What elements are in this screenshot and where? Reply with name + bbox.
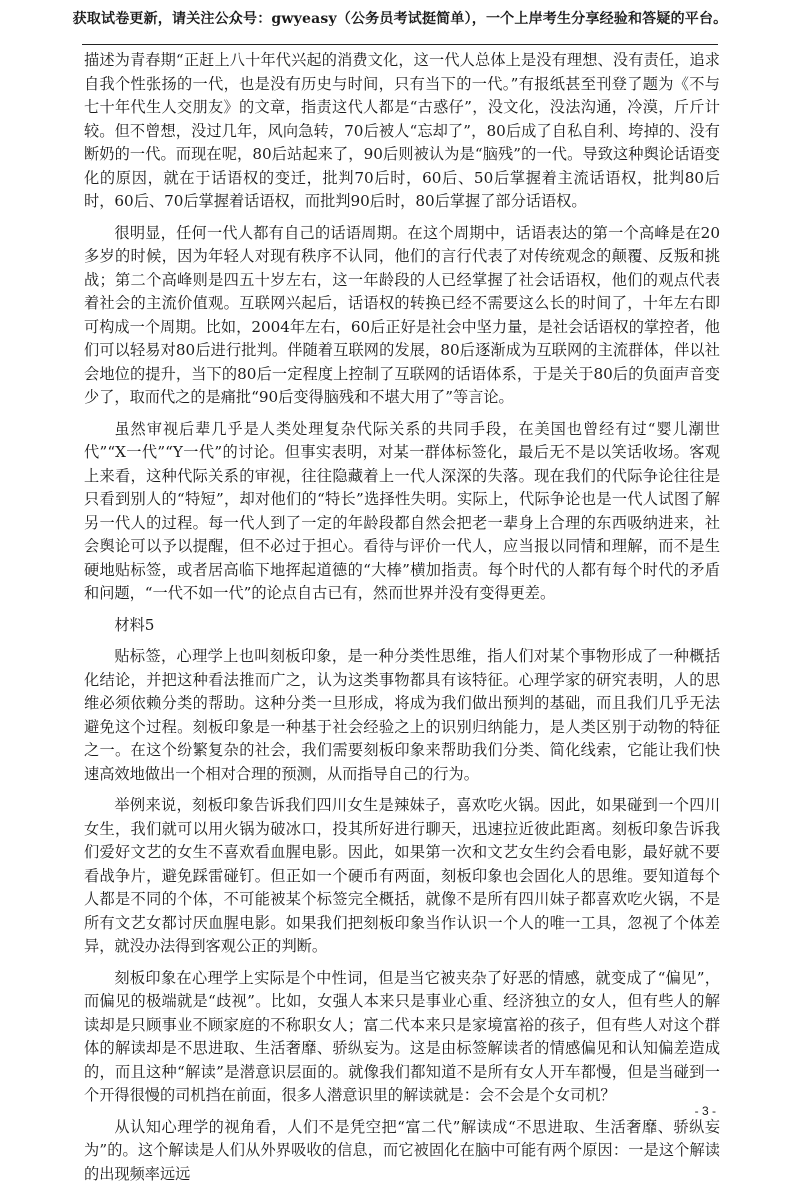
paragraph: 很明显，任何一代人都有自己的话语周期。在这个周期中，话语表达的第一个高峰是在20多岁的时候，因为年轻人对现有秩序不认同，他们的言行代表了对传统观念的颠覆、反叛和挑战；第二个高峰则是四五十岁左右，这一年龄段的人已经掌握了社会话语权，他们的观点代表着社会的主流价值观。互联网兴起后，话语权的转换已经不需要这么长的时间了，十年左右即可构成一个周期。比如，2004年左右，60后正好是社会中坚力量，是社会话语权的掌控者，他们可以轻易对80后进行批判。伴随着互联网的发展，80后逐渐成为互联网的主流群体，伴以社会地位的提升，当下的80后一定程度上控制了互联网的话语体系，于是关于80后的负面声音变少了，取而代之的是痛批“90后变得脑残和不堪大用了”等言论。 bbox=[84, 223, 720, 406]
page-number: - 3 - bbox=[694, 1104, 716, 1118]
section-heading: 材料5 bbox=[114, 615, 155, 634]
paragraph: 描述为青春期“正赶上八十年代兴起的消费文化，这一代人总体上是没有理想、没有责任，追求自我个性张扬的一代，也是没有历史与时间，只有当下的一代。”有报纸甚至刊登了题为《不与七十年代生人交朋友》的文章，指责这代人都是“古惑仔”，没文化，没法沟通，冷漠，斤斤计较。但不曾想，没过几年，风向急转，70后被人“忘却了”，80后成了自私自利、垮掉的、没有断奶的一代。而现在呢，80后站起来了，90后则被认为是“脑残”的一代。导致这种舆论话语变化的原因，就在于话语权的变迁，批判70后时，60后、50后掌握着主流话语权，批判80后时，60后、70后掌握着话语权，而批判90后时，80后掌握了部分话语权。 bbox=[84, 51, 720, 210]
document-body bbox=[84, 49, 720, 1194]
paragraph: 从认知心理学的视角看，人们不是凭空把“富二代”解读成“不思进取、生活奢靡、骄纵妄为”的。这个解读是人们从外界吸收的信息，而它被固化在脑中可能有两个原因：一是这个解读的出现频率远远 bbox=[84, 1117, 720, 1183]
page-header: 获取试卷更新，请关注公众号：gwyeasy（公务员考试挺简单），一个上岸考生分享经验和答疑的平台。 bbox=[72, 11, 728, 27]
paragraph: 贴标签，心理学上也叫刻板印象，是一种分类性思维，指人们对某个事物形成了一种概括化结论，并把这种看法推而广之，认为这类事物都具有该特征。心理学家的研究表明，人的思维必须依赖分类的帮助。这种分类一旦形成，将成为我们做出预判的基础，而且我们几乎无法避免这个过程。刻板印象是一种基于社会经验之上的识别归纳能力，是人类区别于动物的特征之一。在这个纷繁复杂的社会，我们需要刻板印象来帮助我们分类、简化线索，它能让我们快速高效地做出一个相对合理的预测，从而指导自己的行为。 bbox=[84, 647, 720, 783]
paragraph: 举例来说，刻板印象告诉我们四川女生是辣妹子，喜欢吃火锅。因此，如果碰到一个四川女生，我们就可以用火锅为破冰口，投其所好进行聊天，迅速拉近彼此距离。刻板印象告诉我们爱好文艺的女生不喜欢看血腥电影。因此，如果第一次和文艺女生约会看电影，最好就不要看战争片，避免踩雷碰钉。但正如一个硬币有两面，刻板印象也会固化人的思维。要知道每个人都是不同的个体，不可能被某个标签完全概括，就像不是所有四川妹子都喜欢吃火锅，不是所有文艺女都讨厌血腥电影。如果我们把刻板印象当作认识一个人的唯一工具，忽视了个体差异，就没办法得到客观公正的判断。 bbox=[84, 796, 720, 955]
header-divider bbox=[82, 44, 718, 45]
paragraph: 虽然审视后辈几乎是人类处理复杂代际关系的共同手段，在美国也曾经有过“婴儿潮世代”“X一代”“Y一代”的讨论。但事实表明，对某一群体标签化，最后无不是以笑话收场。客观上来看，这种代际关系的审视，往往隐藏着上一代人深深的失落。现在我们的代际争论往往是只看到别人的“特短”，却对他们的“特长”选择性失明。实际上，代际争论也是一代人试图了解另一代人的过程。每一代人到了一定的年龄段都自然会把老一辈身上合理的东西吸纳进来，社会舆论可以予以提醒，但不必过于担心。看待与评价一代人，应当报以同情和理解，而不是生硬地贴标签，或者居高临下地挥起道德的“大棒”横加指责。每个时代的人都有每个时代的矛盾和问题，“一代不如一代”的论点自古已有，然而世界并没有变得更差。 bbox=[84, 419, 720, 602]
paragraph: 刻板印象在心理学上实际是个中性词，但是当它被夹杂了好恶的情感，就变成了“偏见”，而偏见的极端就是“歧视”。比如，女强人本来只是事业心重、经济独立的女人，但有些人的解读却是只顾事业不顾家庭的不称职女人；富二代本来只是家境富裕的孩子，但有些人对这个群体的解读却是不思进取、生活奢靡、骄纵妄为。这是由标签解读者的情感偏见和认知偏差造成的，而且这种“解读”是潜意识层面的。就像我们都知道不是所有女人开车都慢，但是当碰到一个开得很慢的司机挡在前面，很多人潜意识里的解读就是：会不会是个女司机？ bbox=[84, 968, 720, 1104]
